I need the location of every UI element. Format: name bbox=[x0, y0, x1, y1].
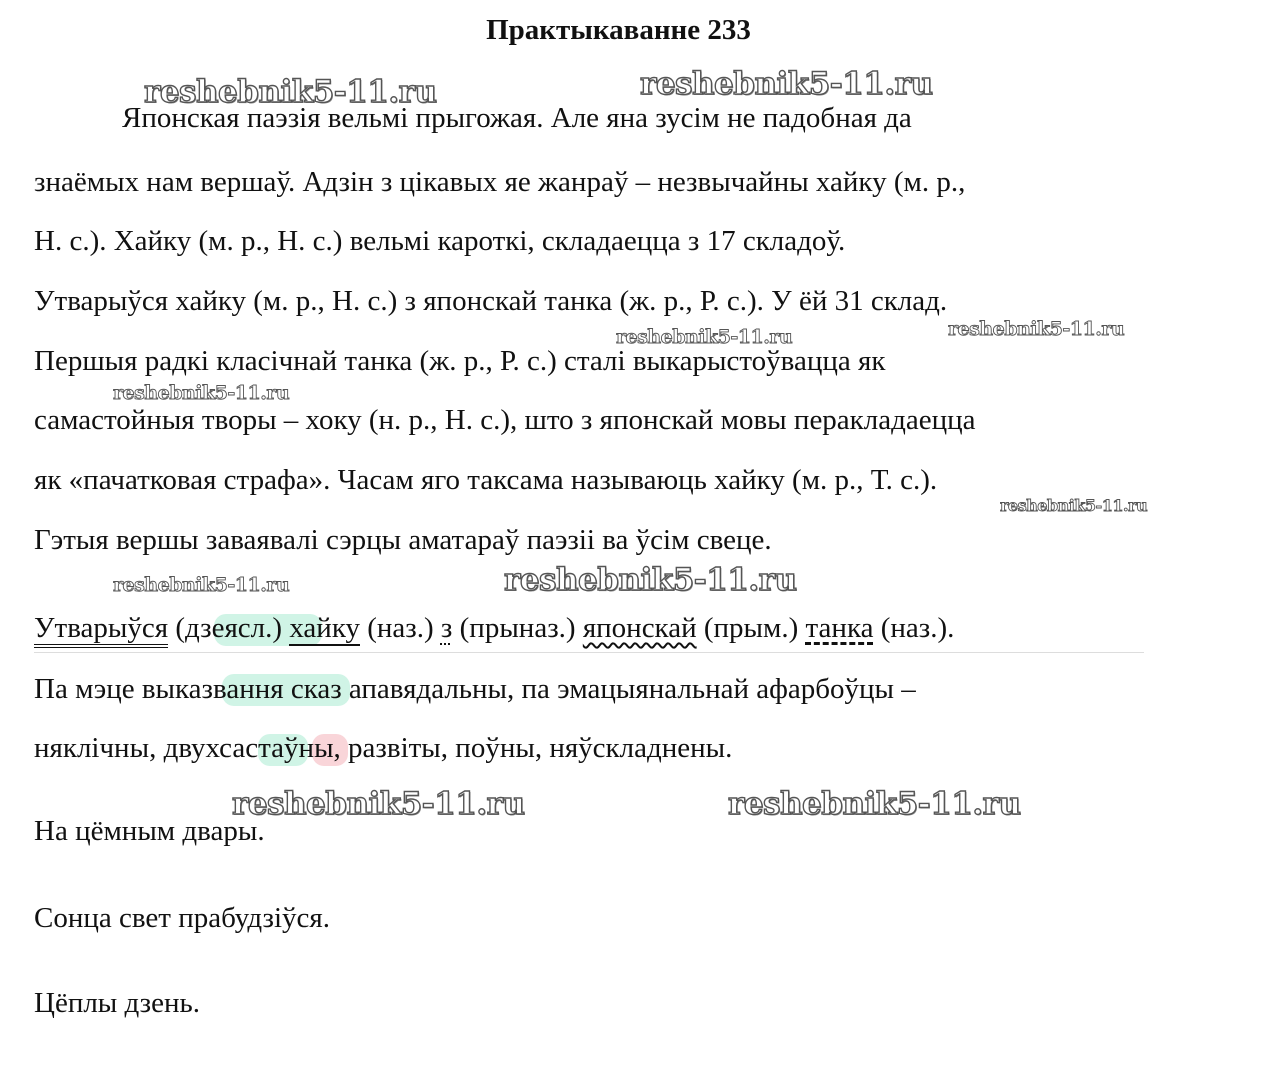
watermark: reshebnik5-11.ru bbox=[728, 786, 1021, 822]
watermark: reshebnik5-11.ru bbox=[113, 574, 290, 596]
watermark: reshebnik5-11.ru bbox=[144, 74, 437, 110]
watermark: reshebnik5-11.ru bbox=[232, 786, 525, 822]
text-line: знаёмых нам вершаў. Адзін з цікавых яе жанраў – незвычайны хайку (м. р., bbox=[34, 166, 966, 198]
haiku-line: Сонца свет прабудзіўся. bbox=[34, 902, 330, 934]
pos-label: (наз.). bbox=[880, 612, 955, 644]
predicate-word: Утварыўся bbox=[34, 612, 168, 648]
haiku-line: На цёмным двары. bbox=[34, 815, 265, 847]
watermark: reshebnik5-11.ru bbox=[948, 318, 1125, 340]
pos-label: дзеясл. bbox=[185, 612, 273, 644]
watermark: reshebnik5-11.ru bbox=[616, 326, 793, 348]
preposition-word: з bbox=[440, 612, 453, 644]
pos-label: (прыназ.) bbox=[459, 612, 576, 644]
paren: ) bbox=[272, 612, 283, 644]
object-word: танка bbox=[805, 612, 874, 644]
analysis-line: няклічны, двухсастаўны, развіты, поўны, няўскладнены. bbox=[34, 732, 733, 764]
haiku-line: Цёплы дзень. bbox=[34, 987, 200, 1019]
text-line: Першыя радкі класічнай танка (ж. р., Р. с.) сталі выкарыстоўвацца як bbox=[34, 345, 886, 377]
text-line: самастойныя творы – хоку (н. р., Н. с.), што з японскай мовы перакладаецца bbox=[34, 404, 976, 436]
pos-label: (наз.) bbox=[367, 612, 434, 644]
subject-word: хайку bbox=[289, 612, 360, 644]
page-title: Практыкаванне 233 bbox=[486, 14, 751, 46]
text-line: Гэтыя вершы заваявалі сэрцы аматараў паэзіі ва ўсім свеце. bbox=[34, 524, 772, 556]
text-line: Утварыўся хайку (м. р., Н. с.) з японскай танка (ж. р., Р. с.). У ёй 31 склад. bbox=[34, 285, 948, 317]
pos-label: (прым.) bbox=[703, 612, 799, 644]
text-line: як «пачатковая страфа». Часам яго таксама называюць хайку (м. р., Т. с.). bbox=[34, 464, 938, 496]
attribute-word: японскай bbox=[582, 612, 697, 644]
watermark: reshebnik5-11.ru bbox=[640, 66, 933, 102]
watermark: reshebnik5-11.ru bbox=[113, 382, 290, 404]
analysis-line: Па мэце выказвання сказ апавядальны, па эмацыянальнай афарбоўцы – bbox=[34, 673, 916, 705]
watermark: reshebnik5-11.ru bbox=[1000, 496, 1148, 515]
text-line: Н. с.). Хайку (м. р., Н. с.) вельмі кароткі, складаецца з 17 складоў. bbox=[34, 225, 846, 257]
text-line: Японская паэзія вельмі прыгожая. Але яна зусім не падобная да bbox=[122, 102, 912, 134]
parsed-sentence bbox=[34, 611, 954, 645]
watermark: reshebnik5-11.ru bbox=[504, 562, 797, 598]
paren: ( bbox=[175, 612, 186, 644]
divider bbox=[34, 652, 1144, 653]
